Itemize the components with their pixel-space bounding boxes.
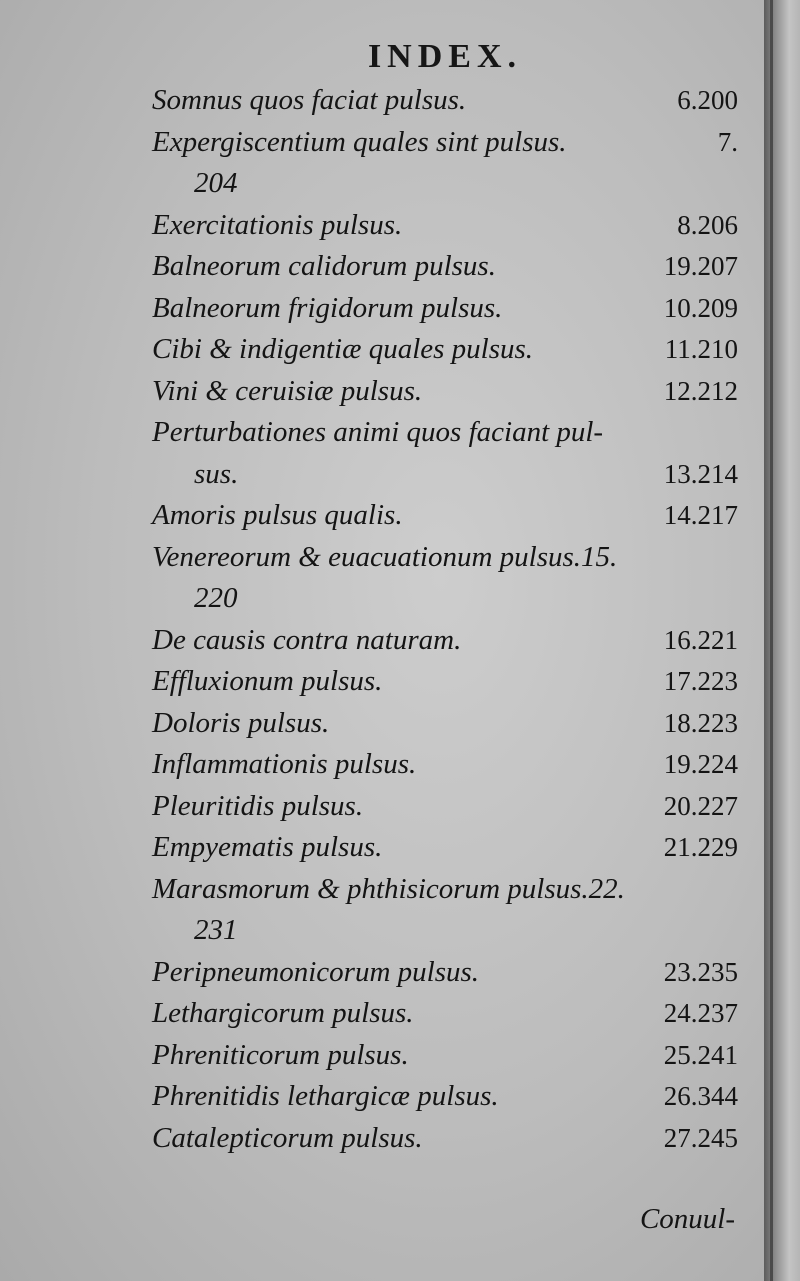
index-entry-text: Exercitationis pulsus. — [152, 208, 403, 241]
index-entry-text: Balneorum calidorum pulsus. — [152, 250, 496, 282]
index-entry-text: Catalepticorum pulsus. — [152, 1121, 423, 1154]
index-entry-page-number: 24.237 — [663, 998, 738, 1028]
index-entry-page-number: 8.206 — [677, 209, 738, 240]
index-entry-page-number: 13.214 — [663, 458, 738, 489]
index-entry — [152, 246, 738, 288]
index-entry-page-number: 10.209 — [663, 292, 738, 323]
index-entry — [152, 703, 738, 745]
index-entry — [152, 786, 738, 828]
index-entry-page-number: 25.241 — [663, 1039, 738, 1070]
index-entry — [152, 952, 738, 994]
index-entry — [152, 163, 738, 205]
index-entry — [152, 454, 738, 496]
index-entry-text: Expergiscentium quales sint pulsus. — [152, 125, 567, 158]
index-entry-text: Doloris pulsus. — [152, 706, 330, 739]
index-entry-text: De causis contra naturam. — [152, 623, 462, 656]
index-entry-text: Perturbationes animi quos faciant pul- — [152, 416, 604, 448]
index-entry — [152, 329, 738, 371]
index-entry — [152, 620, 738, 662]
index-entry-page-number: 17.223 — [663, 666, 738, 696]
index-entry-text: 204 — [194, 167, 238, 199]
index-entry-text: sus. — [194, 457, 239, 490]
index-entry — [152, 661, 738, 703]
index-entry-page-number: 14.217 — [663, 500, 738, 530]
index-entry — [152, 827, 738, 869]
index-entry-page-number: 19.207 — [663, 251, 738, 281]
index-entry — [152, 1076, 738, 1118]
page-edge-line — [770, 0, 773, 1281]
index-entry-text: Lethargicorum pulsus. — [152, 997, 414, 1029]
index-entry — [152, 80, 738, 122]
index-entry-text: Peripneumonicorum pulsus. — [152, 955, 480, 988]
index-entry — [152, 744, 738, 786]
catchword: Conuul- — [639, 1203, 735, 1235]
index-entry-text: Venereorum & euacuationum pulsus.15. — [152, 540, 618, 573]
index-entry-page-number: 27.245 — [663, 1122, 738, 1153]
index-entry-text: Amoris pulsus qualis. — [152, 499, 403, 531]
index-entry-page-number: 6.200 — [677, 85, 738, 115]
index-entry-text: Pleuritidis pulsus. — [152, 789, 364, 822]
index-entry-text: Cibi & indigentiæ quales pulsus. — [152, 333, 534, 365]
index-entry-page-number: 19.224 — [663, 749, 738, 779]
index-entry-page-number: 23.235 — [663, 956, 738, 987]
index-entry-page-number: 12.212 — [663, 375, 738, 406]
index-entry — [152, 537, 738, 579]
index-entry-text: Phreniticorum pulsus. — [152, 1038, 409, 1071]
index-entry-text: Phrenitidis lethargicæ pulsus. — [152, 1080, 499, 1112]
index-list — [152, 80, 738, 1159]
index-entry — [152, 288, 738, 330]
index-entry-page-number: 21.229 — [663, 832, 738, 862]
index-entry-page-number: 7. — [717, 126, 738, 157]
index-entry-page-number: 26.344 — [663, 1081, 738, 1111]
index-entry-page-number: 20.227 — [663, 790, 738, 821]
page-title: INDEX. — [367, 38, 523, 75]
index-entry — [152, 578, 738, 620]
index-entry-page-number: 16.221 — [663, 624, 738, 655]
index-entry-text: 231 — [194, 914, 238, 946]
index-entry — [152, 1118, 738, 1160]
index-entry — [152, 371, 738, 413]
index-entry-text: 220 — [194, 582, 238, 614]
index-entry-text: Empyematis pulsus. — [152, 831, 383, 863]
index-entry — [152, 1035, 738, 1077]
index-entry — [152, 495, 738, 537]
index-entry-text: Inflammationis pulsus. — [152, 748, 417, 780]
index-entry-text: Effluxionum pulsus. — [152, 665, 383, 697]
index-entry-page-number: 18.223 — [663, 707, 738, 738]
index-entry — [152, 869, 738, 911]
index-entry — [152, 910, 738, 952]
index-entry — [152, 412, 738, 454]
index-entry-page-number: 11.210 — [664, 334, 738, 364]
index-entry — [152, 205, 738, 247]
index-entry-text: Vini & ceruisiæ pulsus. — [152, 374, 423, 407]
index-entry-text: Balneorum frigidorum pulsus. — [152, 291, 503, 324]
index-entry — [152, 122, 738, 164]
index-entry-text: Somnus quos faciat pulsus. — [152, 84, 467, 116]
index-entry — [152, 993, 738, 1035]
index-entry-text: Marasmorum & phthisicorum pulsus.22. — [152, 872, 625, 905]
